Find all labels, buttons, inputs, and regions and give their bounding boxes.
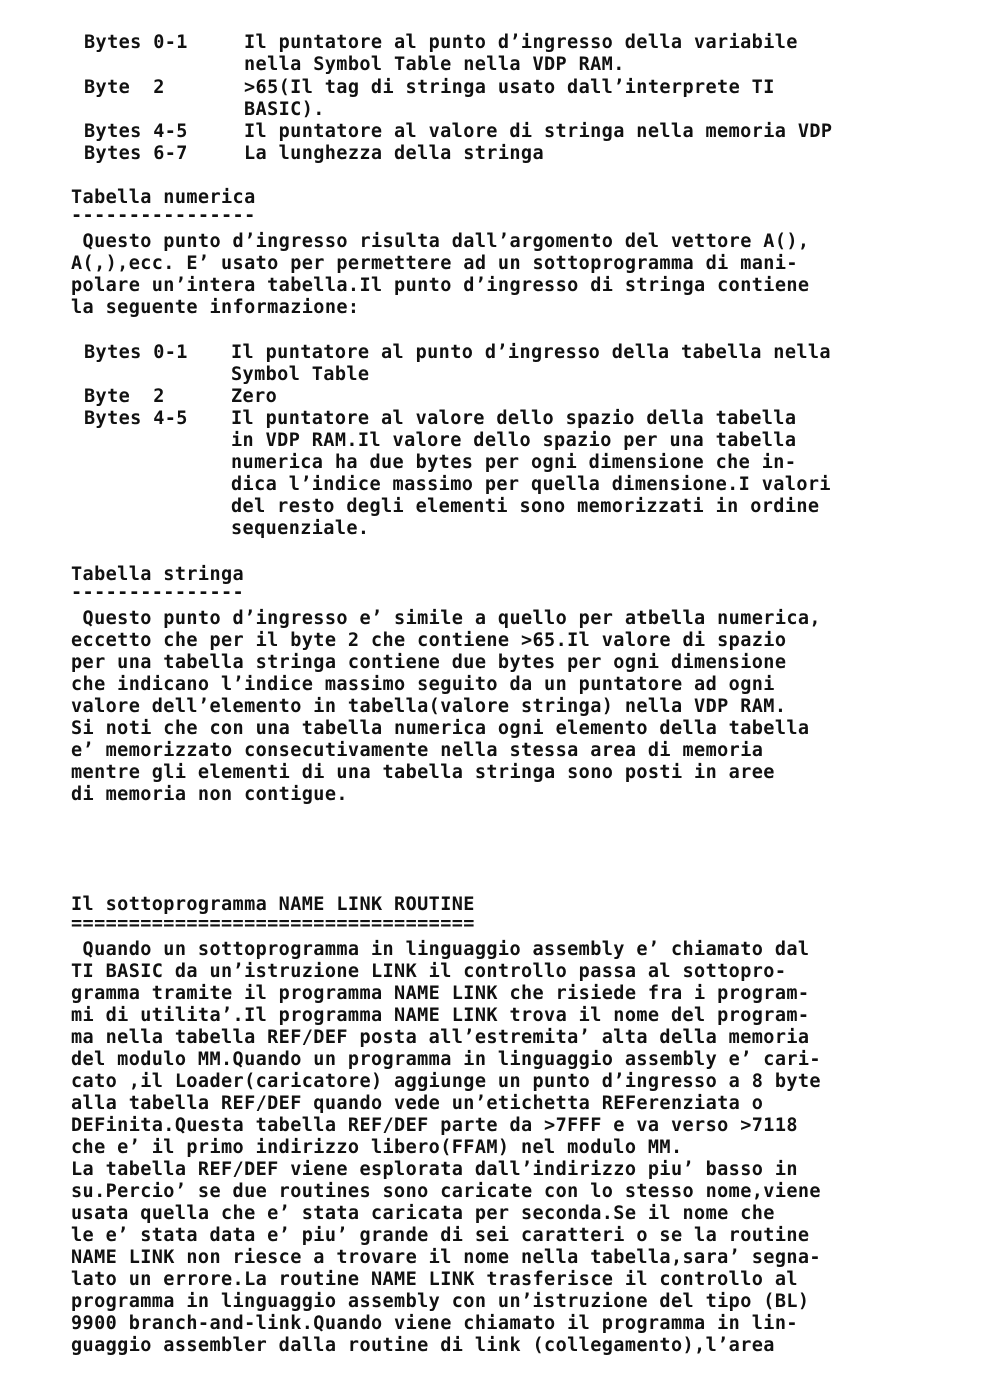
row-text: BASIC). (244, 99, 325, 120)
paragraph-line: la seguente informazione: (71, 297, 360, 318)
paragraph-line: mentre gli elementi di una tabella stringa sono posti in aree (71, 762, 775, 783)
row-label: Bytes 4-5 (84, 121, 188, 142)
paragraph-line: lato un errore.La routine NAME LINK trasferisce il controllo al (71, 1269, 798, 1290)
row-label: Byte 2 (84, 386, 165, 407)
row-label: Bytes 4-5 (84, 408, 188, 429)
paragraph-line: NAME LINK non riesce a trovare il nome nella tabella,sara’ segna- (71, 1247, 821, 1268)
paragraph-line: mi di utilita’.Il programma NAME LINK trova il nome del program- (71, 1005, 810, 1026)
paragraph-line: che indicano l’indice massimo seguito da un puntatore ad ogni (71, 674, 775, 695)
paragraph-line: programma in linguaggio assembly con un’istruzione del tipo (BL) (71, 1291, 810, 1312)
paragraph-line: del modulo MM.Quando un programma in linguaggio assembly e’ cari- (71, 1049, 821, 1070)
paragraph-line: polare un’intera tabella.Il punto d’ingresso di stringa contiene (71, 275, 810, 296)
row-text: Il puntatore al punto d’ingresso della variabile (244, 32, 798, 53)
row-text: dica l’indice massimo per quella dimensione.I valori (231, 474, 831, 495)
paragraph-line: DEFinita.Questa tabella REF/DEF parte da >7FFF e va verso >7118 (71, 1115, 798, 1136)
paragraph-line: Quando un sottoprogramma in linguaggio assembly e’ chiamato dal (71, 939, 810, 960)
paragraph-line: valore dell’elemento in tabella(valore stringa) nella VDP RAM. (71, 696, 787, 717)
paragraph-line: che e’ il primo indirizzo libero(FFAM) nel modulo MM. (71, 1137, 683, 1158)
section-heading: Tabella numerica (71, 187, 256, 208)
paragraph-line: cato ,il Loader(caricatore) aggiunge un punto d’ingresso a 8 byte (71, 1071, 821, 1092)
paragraph-line: guaggio assembler dalla routine di link (collegamento),l’area (71, 1335, 775, 1356)
paragraph-line: Questo punto d’ingresso risulta dall’argomento del vettore A(), (71, 231, 810, 252)
paragraph-line: per una tabella stringa contiene due bytes per ogni dimensione (71, 652, 787, 673)
paragraph-line: La tabella REF/DEF viene esplorata dall’indirizzo piu’ basso in (71, 1159, 798, 1180)
row-text: Il puntatore al valore di stringa nella memoria VDP (244, 121, 833, 142)
paragraph-line: su.Percio’ se due routines sono caricate con lo stesso nome,viene (71, 1181, 821, 1202)
row-text: numerica ha due bytes per ogni dimensione che in- (231, 452, 797, 473)
heading-underline: --------------- (71, 582, 245, 603)
paragraph-line: gramma tramite il programma NAME LINK che risiede fra i program- (71, 983, 810, 1004)
paragraph-line: Questo punto d’ingresso e’ simile a quello per atbella numerica, (71, 608, 821, 629)
paragraph-line: usata quella che e’ stata caricata per seconda.Se il nome che (71, 1203, 775, 1224)
row-label: Bytes 6-7 (84, 143, 188, 164)
row-text: in VDP RAM.Il valore dello spazio per una tabella (231, 430, 797, 451)
paragraph-line: e’ memorizzato consecutivamente nella stessa area di memoria (71, 740, 764, 761)
section-heading: Tabella stringa (71, 564, 245, 585)
paragraph-line: eccetto che per il byte 2 che contiene >65.Il valore di spazio (71, 630, 787, 651)
row-text: nella Symbol Table nella VDP RAM. (244, 54, 625, 75)
row-text: Symbol Table (231, 364, 370, 385)
row-label: Bytes 0-1 (84, 342, 188, 363)
paragraph-line: Si noti che con una tabella numerica ogni elemento della tabella (71, 718, 810, 739)
row-text: La lunghezza della stringa (244, 143, 544, 164)
paragraph-line: ma nella tabella REF/DEF posta all’estremita’ alta della memoria (71, 1027, 810, 1048)
heading-underline: ---------------- (71, 205, 256, 226)
row-text: del resto degli elementi sono memorizzati in ordine (231, 496, 820, 517)
row-text: Il puntatore al punto d’ingresso della tabella nella (231, 342, 831, 363)
heading-underline: =================================== (71, 913, 475, 934)
row-text: Zero (231, 386, 278, 407)
row-text: >65(Il tag di stringa usato dall’interprete TI (244, 77, 775, 98)
section-heading: Il sottoprogramma NAME LINK ROUTINE (71, 894, 475, 915)
row-label: Byte 2 (84, 77, 165, 98)
paragraph-line: 9900 branch-and-link.Quando viene chiamato il programma in lin- (71, 1313, 798, 1334)
paragraph-line: alla tabella REF/DEF quando vede un’etichetta REFerenziata o (71, 1093, 764, 1114)
paragraph-line: TI BASIC da un’istruzione LINK il controllo passa al sottopro- (71, 961, 787, 982)
paragraph-line: le e’ stata data e’ piu’ grande di sei caratteri o se la routine (71, 1225, 810, 1246)
paragraph-line: A(,),ecc. E’ usato per permettere ad un sottoprogramma di mani- (71, 253, 798, 274)
row-label: Bytes 0-1 (84, 32, 188, 53)
row-text: sequenziale. (231, 518, 370, 539)
row-text: Il puntatore al valore dello spazio della tabella (231, 408, 797, 429)
paragraph-line: di memoria non contigue. (71, 784, 348, 805)
